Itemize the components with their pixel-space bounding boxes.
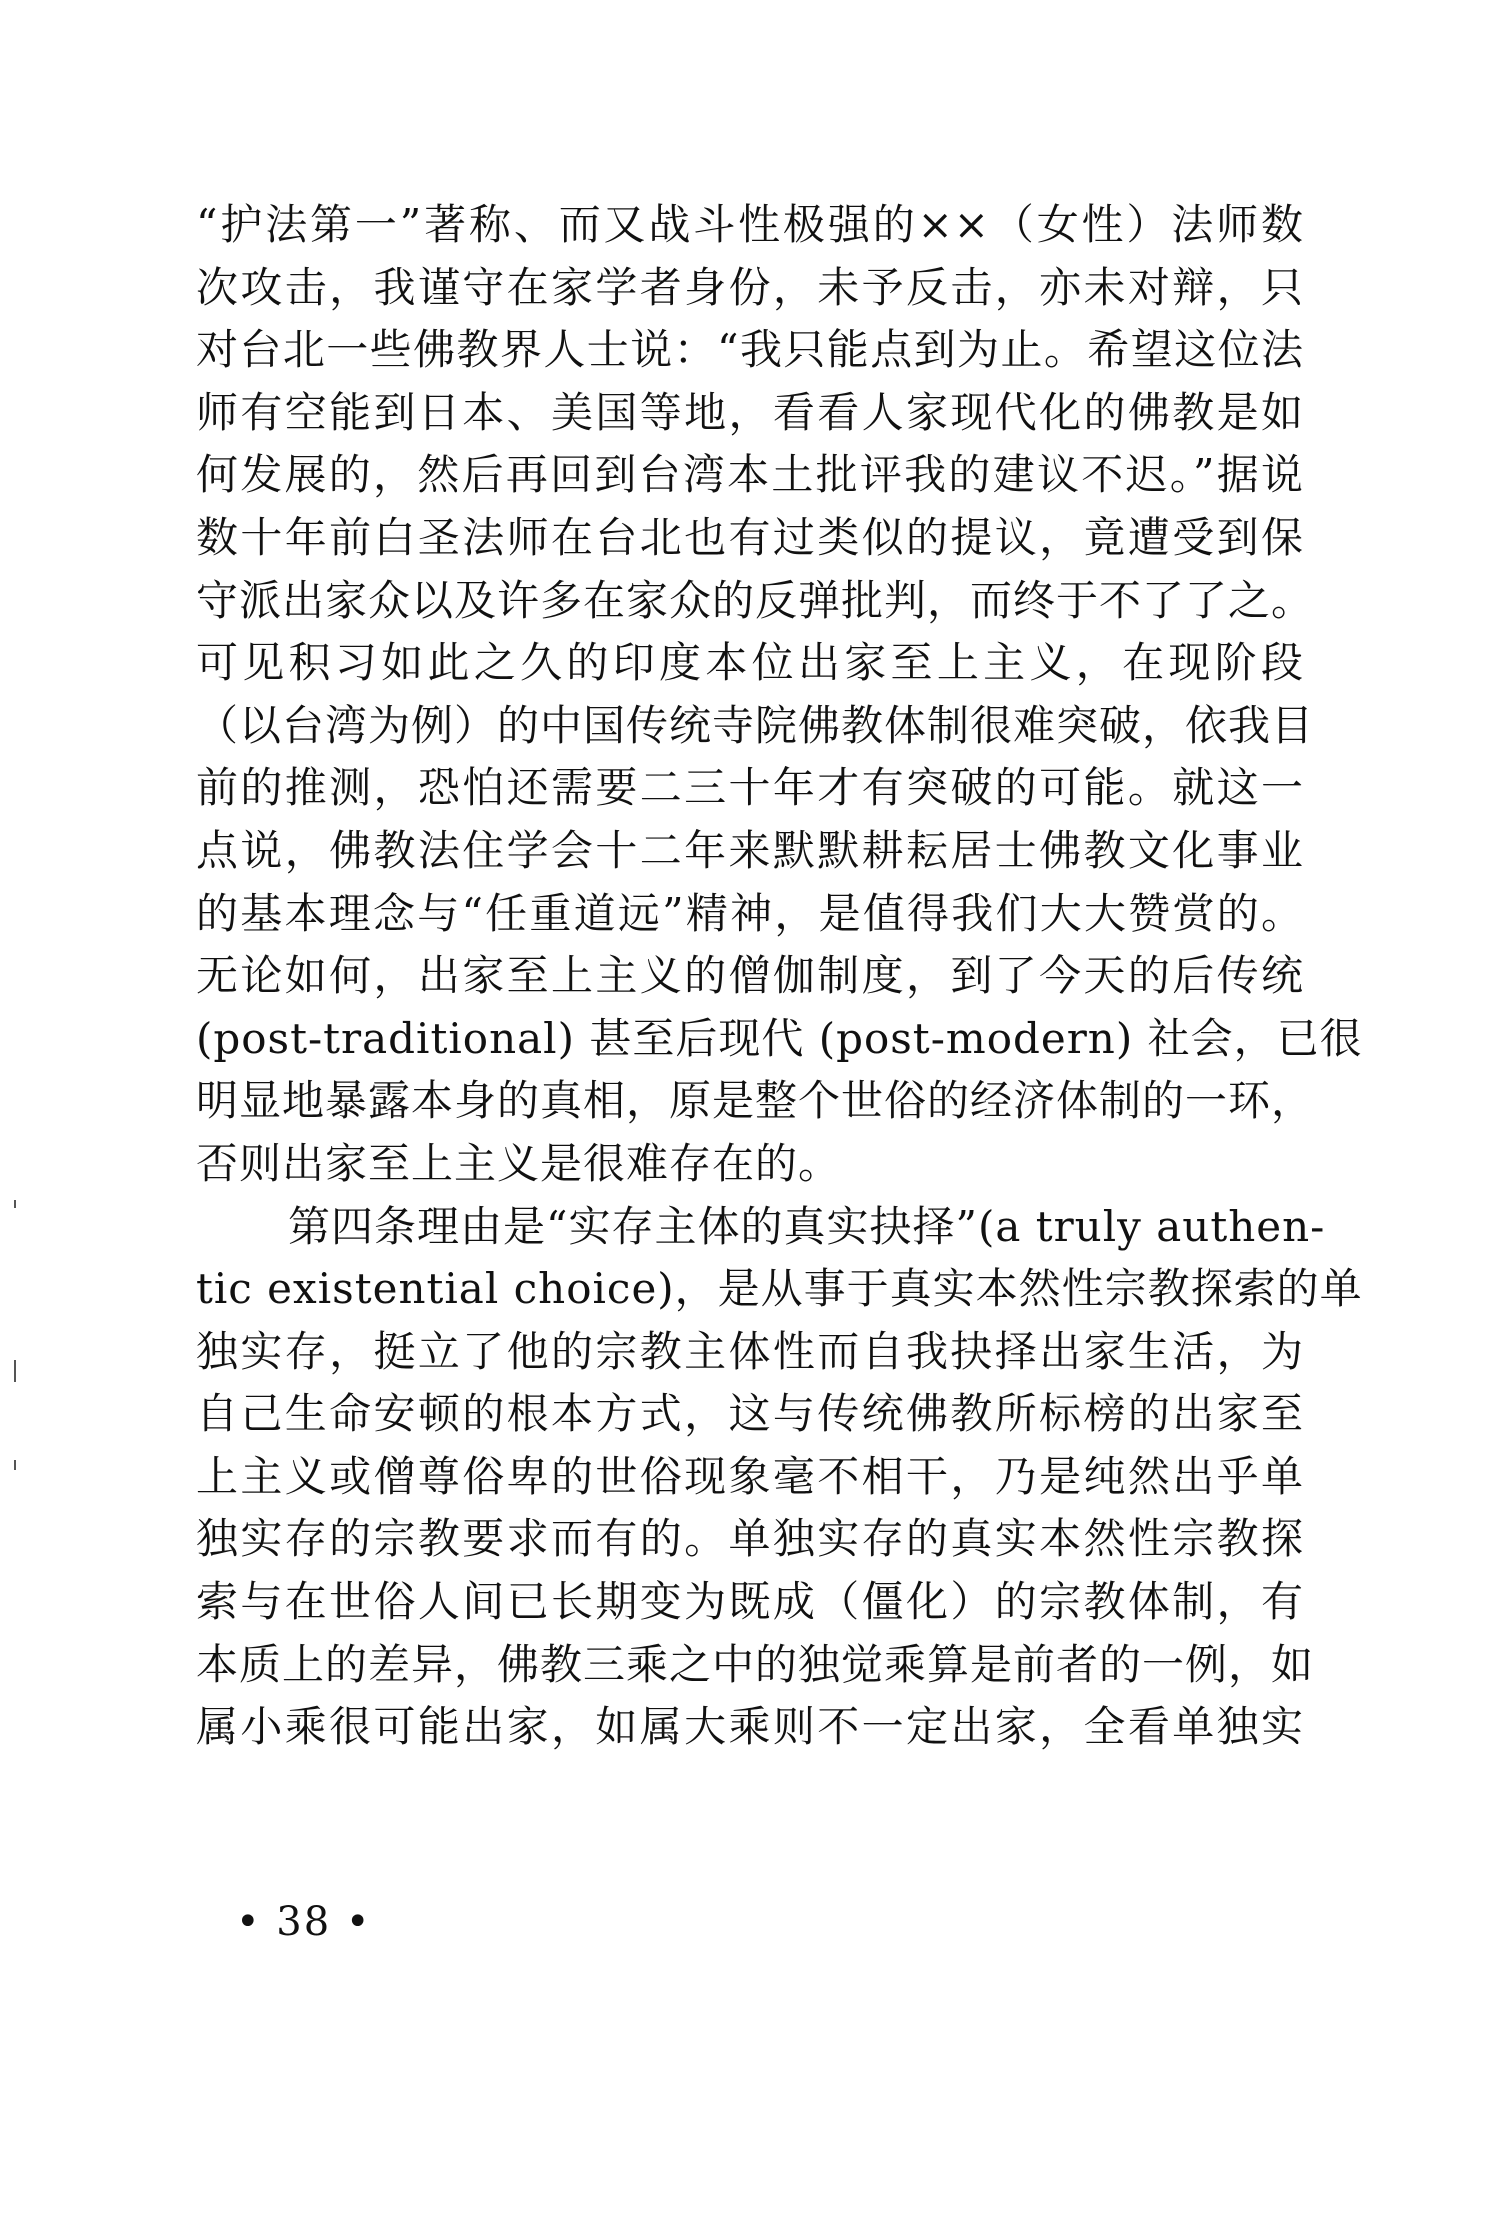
text-line: 第四条理由是“实存主体的真实抉择”(a truly authen- — [288, 1201, 1326, 1251]
text-line: 无论如何，出家至上主义的僧伽制度，到了今天的后传统 — [196, 951, 1304, 1001]
text-line: 数十年前白圣法师在台北也有过类似的提议，竟遭受到保 — [196, 512, 1304, 562]
paragraph — [196, 1196, 1363, 1759]
text-line: 自己生命安顿的根本方式，这与传统佛教所标榜的出家至 — [196, 1389, 1304, 1439]
text-line: 属小乘很可能出家，如属大乘则不一定出家，全看单独实 — [196, 1702, 1304, 1752]
text-line: （以台湾为例）的中国传统寺院佛教体制很难突破，依我目 — [196, 700, 1315, 750]
text-line: “护法第一”著称、而又战斗性极强的××（女性）法师数 — [196, 200, 1304, 249]
scan-speck — [14, 1200, 16, 1208]
text-line: 守派出家众以及许多在家众的反弹批判，而终于不了了之。 — [196, 575, 1315, 625]
text-line: 何发展的，然后再回到台湾本土批评我的建议不迟。”据说 — [196, 450, 1304, 500]
scan-speck — [14, 1460, 16, 1470]
page-number: • 38 • — [236, 1899, 372, 1945]
text-line: 点说，佛教法住学会十二年来默默耕耘居士佛教文化事业 — [196, 825, 1304, 875]
body-text — [196, 194, 1363, 1759]
text-line: (post-traditional) 甚至后现代 (post-modern) 社会，已很 — [196, 1013, 1363, 1063]
paragraph — [196, 194, 1363, 1196]
scan-speck — [14, 1360, 16, 1382]
text-line: 独实存，挺立了他的宗教主体性而自我抉择出家生活，为 — [196, 1326, 1304, 1376]
text-line: 本质上的差异，佛教三乘之中的独觉乘算是前者的一例，如 — [196, 1639, 1315, 1689]
text-line: 上主义或僧尊俗卑的世俗现象毫不相干，乃是纯然出乎单 — [196, 1451, 1304, 1501]
text-line: 明显地暴露本身的真相，原是整个世俗的经济体制的一环， — [196, 1076, 1315, 1126]
text-line: 次攻击，我谨守在家学者身份，未予反击，亦未对辩，只 — [196, 262, 1304, 312]
text-line: 的基本理念与“任重道远”精神，是值得我们大大赞赏的。 — [196, 888, 1304, 938]
text-line: 前的推测，恐怕还需要二三十年才有突破的可能。就这一 — [196, 763, 1304, 813]
text-line: 对台北一些佛教界人士说：“我只能点到为止。希望这位法 — [196, 325, 1304, 375]
text-line: tic existential choice)，是从事于真实本然性宗教探索的单 — [196, 1264, 1363, 1314]
text-line: 独实存的宗教要求而有的。单独实存的真实本然性宗教探 — [196, 1514, 1304, 1564]
text-line: 否则出家至上主义是很难存在的。 — [196, 1138, 842, 1188]
text-line: 索与在世俗人间已长期变为既成（僵化）的宗教体制，有 — [196, 1577, 1304, 1627]
text-line: 师有空能到日本、美国等地，看看人家现代化的佛教是如 — [196, 387, 1304, 437]
text-line: 可见积习如此之久的印度本位出家至上主义，在现阶段 — [196, 638, 1304, 688]
